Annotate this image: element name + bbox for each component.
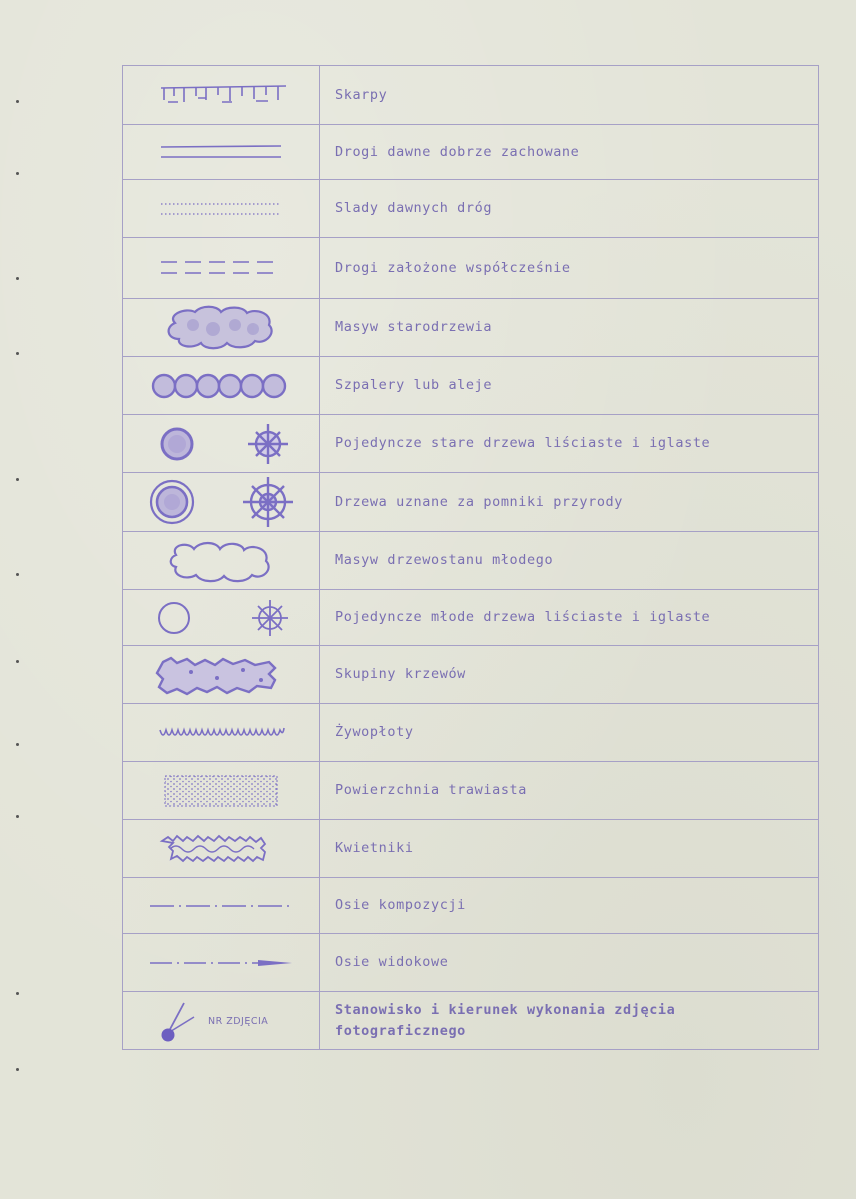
symbol-cell <box>123 473 320 532</box>
legend-label: Stanowisko i kierunek wykonania zdjęcia fotograficznego <box>320 992 819 1050</box>
photo-station-icon <box>146 995 296 1047</box>
legend-label: Kwietniki <box>320 820 819 878</box>
margin-mark <box>16 815 19 818</box>
legend-label: Pojedyncze stare drzewa liściaste i iglaste <box>320 415 819 473</box>
legend-label: Drogi założone współcześnie <box>320 238 819 299</box>
legend-label: Masyw starodrzewia <box>320 299 819 357</box>
legend-label: Skarpy <box>320 66 819 125</box>
hedge-wave-icon <box>156 722 286 744</box>
legend-row <box>123 820 819 878</box>
legend-label: Masyw drzewostanu młodego <box>320 532 819 590</box>
symbol-cell <box>123 238 320 299</box>
photo-number-label: NR ZDJĘCIA <box>208 1015 269 1027</box>
legend-row <box>123 762 819 820</box>
young-stand-mass-icon <box>166 537 276 585</box>
legend-row <box>123 125 819 180</box>
symbol-cell <box>123 878 320 934</box>
margin-mark <box>16 573 19 576</box>
composition-axis-icon <box>146 898 296 914</box>
symbol-cell <box>123 992 320 1050</box>
margin-mark <box>16 743 19 746</box>
legend-row <box>123 646 819 704</box>
margin-mark <box>16 100 19 103</box>
symbol-cell <box>123 357 320 415</box>
tree-row-icon <box>146 370 296 402</box>
legend-row <box>123 992 819 1050</box>
legend-row <box>123 180 819 238</box>
margin-mark <box>16 277 19 280</box>
legend-label: Szpalery lub aleje <box>320 357 819 415</box>
shrub-group-icon <box>151 652 291 698</box>
symbol-cell <box>123 125 320 180</box>
symbol-cell <box>123 532 320 590</box>
legend-row <box>123 532 819 590</box>
legend-row <box>123 473 819 532</box>
legend-label: Powierzchnia trawiasta <box>320 762 819 820</box>
symbol-cell <box>123 299 320 357</box>
legend-label: Żywopłoty <box>320 704 819 762</box>
legend-table <box>122 65 819 1050</box>
legend-row <box>123 590 819 646</box>
symbol-cell <box>123 704 320 762</box>
legend-row <box>123 704 819 762</box>
symbol-cell <box>123 820 320 878</box>
legend-label: Drzewa uznane za pomniki przyrody <box>320 473 819 532</box>
legend-label: Osie widokowe <box>320 934 819 992</box>
old-tree-mass-icon <box>161 303 281 353</box>
symbol-cell <box>123 934 320 992</box>
symbol-cell <box>123 762 320 820</box>
legend-row <box>123 878 819 934</box>
symbol-cell <box>123 180 320 238</box>
legend-row <box>123 415 819 473</box>
legend-label: Drogi dawne dobrze zachowane <box>320 125 819 180</box>
margin-mark <box>16 660 19 663</box>
margin-mark <box>16 352 19 355</box>
legend-row <box>123 934 819 992</box>
grass-stipple-icon <box>161 773 281 809</box>
flowerbed-icon <box>156 831 286 867</box>
margin-mark <box>16 1068 19 1071</box>
single-young-tree-icon <box>146 595 296 641</box>
single-old-tree-icon <box>146 419 296 469</box>
legend-label: Slady dawnych dróg <box>320 180 819 238</box>
margin-mark <box>16 478 19 481</box>
double-solid-line-icon <box>156 140 286 164</box>
symbol-cell <box>123 415 320 473</box>
legend-label: Osie kompozycji <box>320 878 819 934</box>
legend-row <box>123 357 819 415</box>
legend-row <box>123 66 819 125</box>
double-dashed-line-icon <box>156 256 286 280</box>
symbol-cell <box>123 590 320 646</box>
slope-hatch-icon <box>146 80 296 110</box>
legend-label: Skupiny krzewów <box>320 646 819 704</box>
double-dotted-line-icon <box>156 197 286 221</box>
legend-label: Pojedyncze młode drzewa liściaste i iglaste <box>320 590 819 646</box>
margin-mark <box>16 172 19 175</box>
margin-mark <box>16 992 19 995</box>
monument-tree-icon <box>146 473 296 531</box>
symbol-cell <box>123 66 320 125</box>
legend-row <box>123 299 819 357</box>
legend-row <box>123 238 819 299</box>
symbol-cell <box>123 646 320 704</box>
view-axis-icon <box>146 954 296 972</box>
